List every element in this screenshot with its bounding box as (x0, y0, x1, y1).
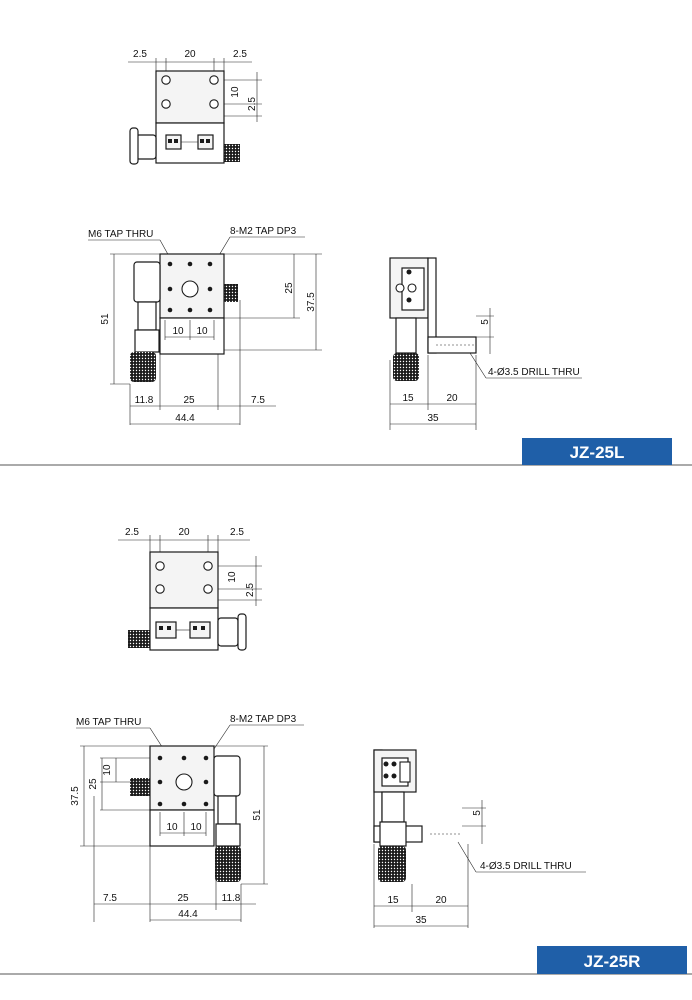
micrometer-collar (136, 135, 156, 159)
center-hole (176, 774, 192, 790)
callout-m2: 8-M2 TAP DP3 (230, 226, 297, 237)
dim-text: 15 (402, 393, 414, 404)
dim-text: 25 (183, 395, 195, 406)
dim-text: 2.5 (247, 97, 258, 111)
stage-base (150, 810, 214, 846)
dim-text: 25 (284, 282, 295, 294)
callout-drill: 4-Ø3.5 DRILL THRU (488, 367, 580, 378)
top-view-jz-25l (128, 49, 262, 164)
dim-text: 25 (88, 778, 99, 790)
callout-m6: M6 TAP THRU (88, 229, 154, 240)
callout-drill: 4-Ø3.5 DRILL THRU (480, 861, 572, 872)
dim-text: 7.5 (251, 395, 265, 406)
dim-text: 20 (184, 49, 196, 60)
mount-hole (204, 585, 212, 593)
callout-m2: 8-M2 TAP DP3 (230, 714, 297, 725)
mount-hole (162, 100, 170, 108)
mount-hole (210, 100, 218, 108)
mount-hole (210, 76, 218, 84)
mount-hole (204, 562, 212, 570)
dim-text: 2.5 (133, 49, 147, 60)
dim-text: 20 (446, 393, 458, 404)
center-hole (182, 281, 198, 297)
top-view-jz-25r (118, 527, 262, 650)
dim-text: 2.5 (245, 583, 256, 597)
dim-text: 2.5 (230, 527, 244, 538)
side-view-jz-25l (390, 258, 582, 430)
dim-text: 35 (415, 915, 427, 926)
dim-text: 10 (102, 764, 113, 776)
dim-text: 37.5 (306, 292, 317, 312)
micrometer-knob (130, 352, 156, 382)
dim-text: 10 (230, 86, 241, 98)
mount-hole (156, 585, 164, 593)
dim-text: 51 (100, 313, 111, 325)
micrometer-knob (224, 144, 240, 162)
dim-text: 11.8 (134, 395, 154, 406)
stage-base (160, 318, 224, 354)
lock-knob (224, 284, 238, 302)
dim-text: 35 (427, 413, 439, 424)
dim-text: 44.4 (175, 413, 195, 424)
mount-hole (162, 76, 170, 84)
dim-text: 7.5 (103, 893, 117, 904)
mount-hole (156, 562, 164, 570)
callout-m6: M6 TAP THRU (76, 717, 142, 728)
dim-text: 44.4 (178, 909, 198, 920)
dim-text: 10 (172, 326, 184, 337)
micrometer-collar (134, 262, 160, 302)
side-view-jz-25r (374, 750, 586, 928)
lock-knob (130, 778, 150, 796)
model-title: JZ-25L (569, 443, 625, 462)
micrometer-knob (393, 353, 419, 381)
micrometer-collar (214, 756, 240, 796)
micrometer-collar (218, 618, 238, 646)
dim-text: 10 (196, 326, 208, 337)
dim-text: 5 (472, 810, 483, 816)
dim-text: 20 (178, 527, 190, 538)
dim-text: 20 (435, 895, 447, 906)
dim-text: 2.5 (125, 527, 139, 538)
dim-text: 5 (480, 319, 491, 325)
model-title: JZ-25R (583, 952, 641, 971)
front-view-jz-25r (70, 714, 304, 922)
dim-text: 15 (387, 895, 399, 906)
dim-text: 10 (166, 822, 178, 833)
section-jz-25l (0, 49, 692, 465)
dim-text: 2.5 (233, 49, 247, 60)
micrometer-knob (215, 846, 241, 882)
dim-text: 11.8 (221, 893, 241, 904)
dim-text: 10 (227, 571, 238, 583)
micrometer-knob (128, 630, 150, 648)
dim-text: 37.5 (70, 786, 81, 806)
stage-body (150, 552, 218, 608)
dim-text: 25 (177, 893, 189, 904)
dim-text: 10 (190, 822, 202, 833)
front-view-jz-25l (88, 226, 322, 425)
section-jz-25r (0, 527, 692, 974)
micrometer-knob (378, 846, 406, 882)
dim-text: 51 (252, 809, 263, 821)
